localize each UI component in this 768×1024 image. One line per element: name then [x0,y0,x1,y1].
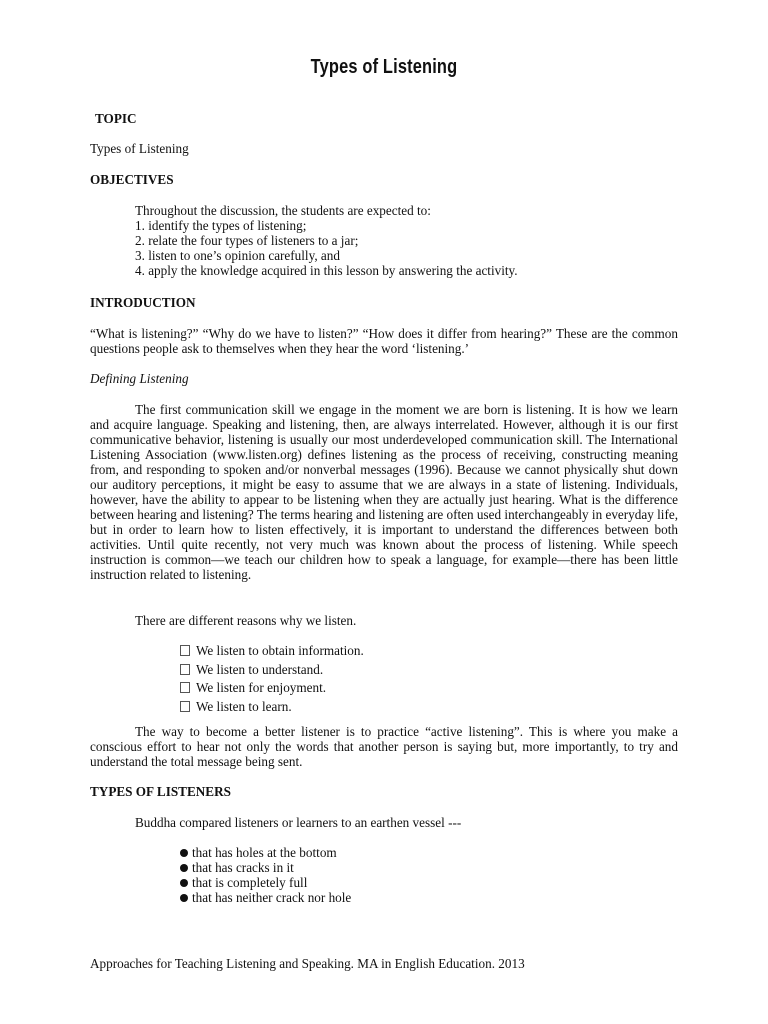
bullet-icon [180,849,188,857]
listeners-intro: Buddha compared listeners or learners to an earthen vessel --- [135,815,462,830]
list-item: that is completely full [180,875,580,890]
objectives-list [135,203,695,278]
list-item: that has neither crack nor hole [180,890,580,905]
list-item: We listen to obtain information. [180,642,580,661]
reasons-list [180,642,580,716]
page-title: Types of Listening [310,56,458,78]
introduction-paragraph: “What is listening?” “Why do we have to listen?” “How does it differ from hearing?” These are the common questions people ask to themselves when they hear the word ‘listening.’ [90,326,678,356]
page-footer: Approaches for Teaching Listening and Speaking. MA in English Education. 2013 [90,956,525,971]
active-listening-paragraph: The way to become a better listener is to practice “active listening”. This is where you make a conscious effort to hear not only the words that another person is saying but, more importantly, to try and understand the total message being sent. [90,724,678,769]
bullet-icon [180,894,188,902]
list-item: We listen to learn. [180,698,580,717]
objectives-heading: OBJECTIVES [90,172,174,187]
bullet-icon [180,879,188,887]
checkbox-bullet-icon [180,682,190,693]
topic-text: Types of Listening [90,141,189,156]
vessel-list [180,845,580,905]
list-item: We listen to understand. [180,661,580,680]
list-item: that has holes at the bottom [180,845,580,860]
defining-listening-paragraph: The first communication skill we engage in the moment we are born is listening. It is how we learn and acquire language. Speaking and listening, then, are always interrelated. However, although it is our first communicative behavior, listening is usually our most underdeveloped communication skill. The International Listening Association (www.listen.org) defines listening as the process of receiving, constructing meaning from, and responding to spoken and/or nonverbal messages (1996). Because we cannot physically shut down our auditory perceptions, it might be easy to assume that we are always in a state of listening. Individuals, however, have the ability to appear to be listening when they are actually just hearing. What is the difference between hearing and listening? The terms hearing and listening are often used interchangeably in everyday life, but in order to learn how to listen effectively, it is important to understand the differences between both activities. Until quite recently, not very much was known about the process of listening. While speech instruction is common—we teach our children how to speak a language, for example—there has been little instruction related to listening. [90,402,678,582]
introduction-heading: INTRODUCTION [90,295,196,310]
types-of-listeners-heading: TYPES OF LISTENERS [90,784,231,799]
checkbox-bullet-icon [180,701,190,712]
objectives-intro: Throughout the discussion, the students are expected to: [135,203,431,218]
checkbox-bullet-icon [180,664,190,675]
reasons-intro: There are different reasons why we listen. [135,613,357,628]
defining-listening-subheading: Defining Listening [90,371,189,386]
objective-item: 3. listen to one’s opinion carefully, and [135,248,340,263]
objective-item: 4. apply the knowledge acquired in this lesson by answering the activity. [135,263,518,278]
list-item: We listen for enjoyment. [180,679,580,698]
list-item: that has cracks in it [180,860,580,875]
checkbox-bullet-icon [180,645,190,656]
objective-item: 2. relate the four types of listeners to a jar; [135,233,359,248]
bullet-icon [180,864,188,872]
objective-item: 1. identify the types of listening; [135,218,307,233]
topic-heading: TOPIC [95,111,137,126]
